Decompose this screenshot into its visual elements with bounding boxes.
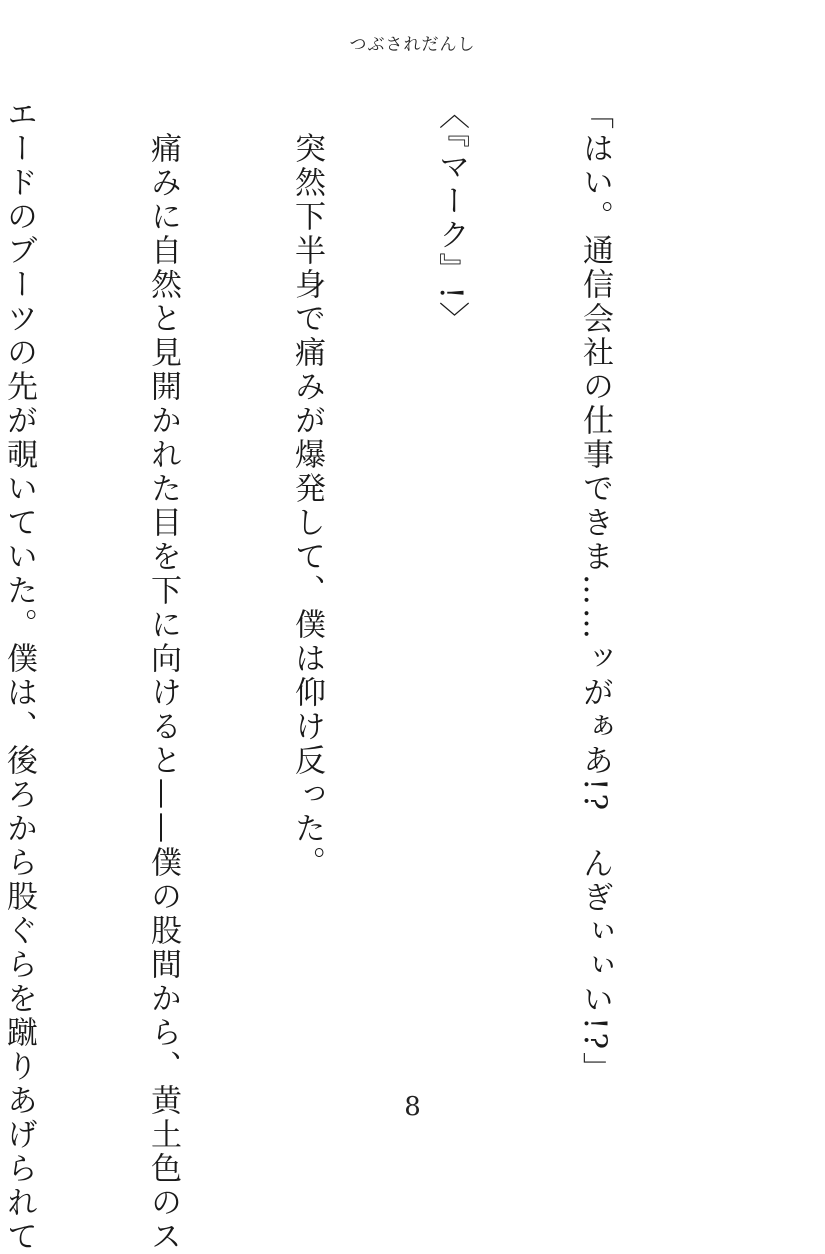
text-line: 痛みに自然と見開かれた目を下に向けると——僕の股間から、黄土色のス — [145, 98, 181, 1254]
text-line: エードのブーツの先が覗いていた。僕は、後ろから股ぐらを蹴りあげられて — [1, 98, 37, 1254]
text-line: 突然下半身で痛みが爆発して、僕は仰け反った。 — [289, 98, 325, 880]
text-line: 〈『マーク』!〉 — [433, 98, 469, 336]
page-number: 8 — [404, 1092, 421, 1122]
running-head: つぶされだんし — [349, 35, 476, 55]
body-text — [0, 98, 715, 1254]
text-line: 「はい。通信会社の仕事できま……ッがぁあ!? んぎぃぃい!?」 — [577, 98, 613, 1087]
